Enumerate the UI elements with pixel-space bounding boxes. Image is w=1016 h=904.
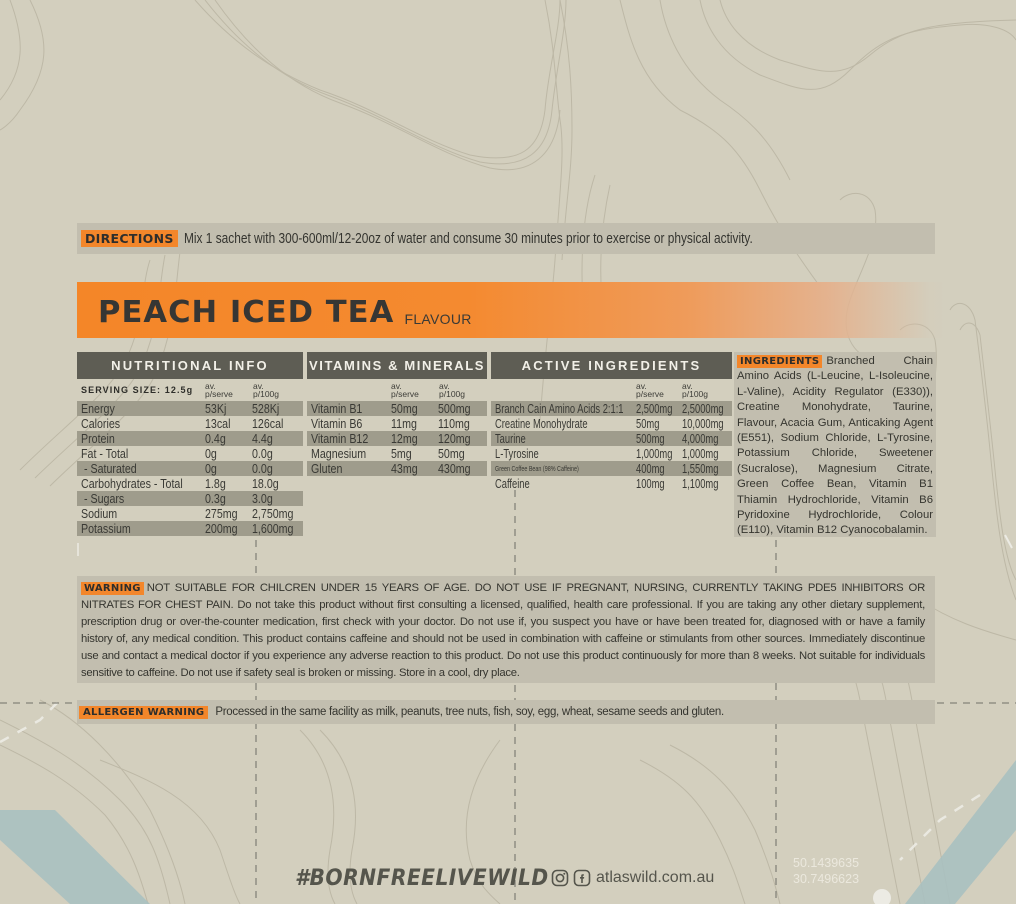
ingredients-text: Branched Chain Amino Acids (L-Leucine, L-Isoleucine, L-Valine), Acidity Regulator (E330)), Creatine Monohydrate, Taurine, Flavour, Acacia Gum, Anticaking Agent (E551), Sodium Chloride, L-Tyrosine, Potassium Chloride, Sweetener (Sucralose), Magnesium Citrate, Green Coffee Bean, Vitamin B1 Thiamin Hydrochloride, Vitamin B6 Pyridoxine Hydrochloride, Colour (E110), Vitamin B12 Cyanocobalamin. [737, 355, 933, 537]
map-coordinates [793, 855, 859, 887]
directions-text: Mix 1 sachet with 300-600ml/12-20oz of water and consume 30 minutes prior to exercise or physical activity. [183, 230, 753, 247]
table-row: Taurine 500mg 4,000mg [491, 431, 732, 446]
nutritional-info-title: NUTRITIONAL INFO [77, 352, 303, 379]
table-row: Calories 13cal 126cal [81, 416, 284, 431]
table-row: Fat - Total 0g 0.0g [81, 446, 273, 461]
vitamins-minerals-subheader [307, 379, 487, 401]
column-header-per-serve: av. p/serve [636, 381, 664, 399]
flavour-suffix: FLAVOUR [404, 311, 472, 327]
table-row: Carbohydrates - Total 1.8g 18.0g [81, 476, 279, 491]
footer [295, 864, 714, 892]
table-row: Vitamin B1 50mg 500mg [307, 401, 487, 416]
table-row: Vitamin B6 11mg 110mg [311, 416, 470, 431]
table-row: - Sugars 0.3g 3.0g [77, 491, 303, 506]
table-row: Green Coffee Bean (98% Caffeine) 400mg 1,550mg [491, 461, 732, 476]
active-ingredients-table [491, 352, 732, 491]
allergen-text: Processed in the same facility as milk, peanuts, tree nuts, fish, soy, egg, wheat, sesame seeds and gluten. [215, 706, 724, 718]
table-row: Sodium 275mg 2,750mg [81, 506, 294, 521]
directions-bar [77, 223, 935, 254]
table-row: Magnesium 5mg 50mg [311, 446, 465, 461]
hashtag: #BORNFREELIVEWILD [295, 865, 549, 891]
ingredients-label: INGREDIENTS [737, 355, 822, 368]
flavour-banner [77, 282, 947, 338]
vitamins-minerals-table [307, 352, 487, 476]
latitude: 50.1439635 [793, 856, 860, 870]
column-header-per-100g: av. p/100g [253, 381, 279, 399]
facebook-icon[interactable] [573, 869, 591, 887]
table-row: L-Tyrosine 1,000mg 1,000mg [495, 446, 719, 461]
table-row: - Saturated 0g 0.0g [77, 461, 303, 476]
table-row: Branch Cain Amino Acids 2:1:1 2,500mg 2,5000mg [491, 401, 732, 416]
active-ingredients-subheader [491, 379, 732, 401]
allergen-label: ALLERGEN WARNING [79, 706, 208, 719]
allergen-warning-bar [77, 700, 935, 724]
warning-label: WARNING [81, 582, 144, 595]
website-link[interactable]: atlaswild.com.au [596, 869, 715, 886]
column-header-per-100g: av. p/100g [682, 381, 708, 399]
directions-label: DIRECTIONS [81, 230, 178, 248]
nutritional-info-table [77, 352, 303, 536]
table-row: Protein 0.4g 4.4g [77, 431, 303, 446]
flavour-name: PEACH ICED TEA [98, 295, 395, 330]
table-row: Caffeine 100mg 1,100mg [495, 476, 719, 491]
column-header-per-serve: av. p/serve [391, 381, 419, 399]
table-row: Energy 53Kj 528Kj [77, 401, 303, 416]
serving-size: SERVING SIZE: 12.5g [81, 385, 194, 395]
active-ingredients-title: ACTIVE INGREDIENTS [491, 352, 732, 379]
table-row: Creatine Monohydrate 50mg 10,000mg [495, 416, 724, 431]
vitamins-minerals-title: VITAMINS & MINERALS [307, 352, 487, 379]
social-icons [551, 869, 591, 887]
warning-text: NOT SUITABLE FOR CHILCREN UNDER 15 YEARS OF AGE. DO NOT USE IF PREGNANT, NURSING, CURRENTLY TAKING PDE5 INHIBITORS OR NITRATES FOR CHEST PAIN. Do not take this product without first consulting a licensed, qualified, health care professional. If you are taking any other dietary supplement, prescription drug or over-the-counter medication, first check with your doctor. Do not use if, you suspect you have or have been treated for, diagnosed with or have a family history of, any medical condition. This product contains caffeine and should not be used in combination with caffeine or stimulants from other sources. Immediately discontinue use and contact a medical doctor if you experience any adverse reaction to this product. Do not use this product continuously for more than 8 weeks. Not suitable for individuals sensitive to caffeine. Do not use if safety seal is broken or missing. Store in a cool, dry place. [81, 582, 925, 679]
longitude: 30.7496623 [793, 872, 860, 886]
nutritional-info-subheader [77, 379, 303, 401]
table-row: Gluten 43mg 430mg [307, 461, 487, 476]
table-row: Potassium 200mg 1,600mg [77, 521, 303, 536]
column-header-per-100g: av. p/100g [439, 381, 465, 399]
ingredients-panel [734, 352, 936, 537]
column-header-per-serve: av. p/serve [205, 381, 233, 399]
table-row: Vitamin B12 12mg 120mg [307, 431, 487, 446]
instagram-icon[interactable] [551, 869, 569, 887]
warning-panel [77, 576, 935, 683]
